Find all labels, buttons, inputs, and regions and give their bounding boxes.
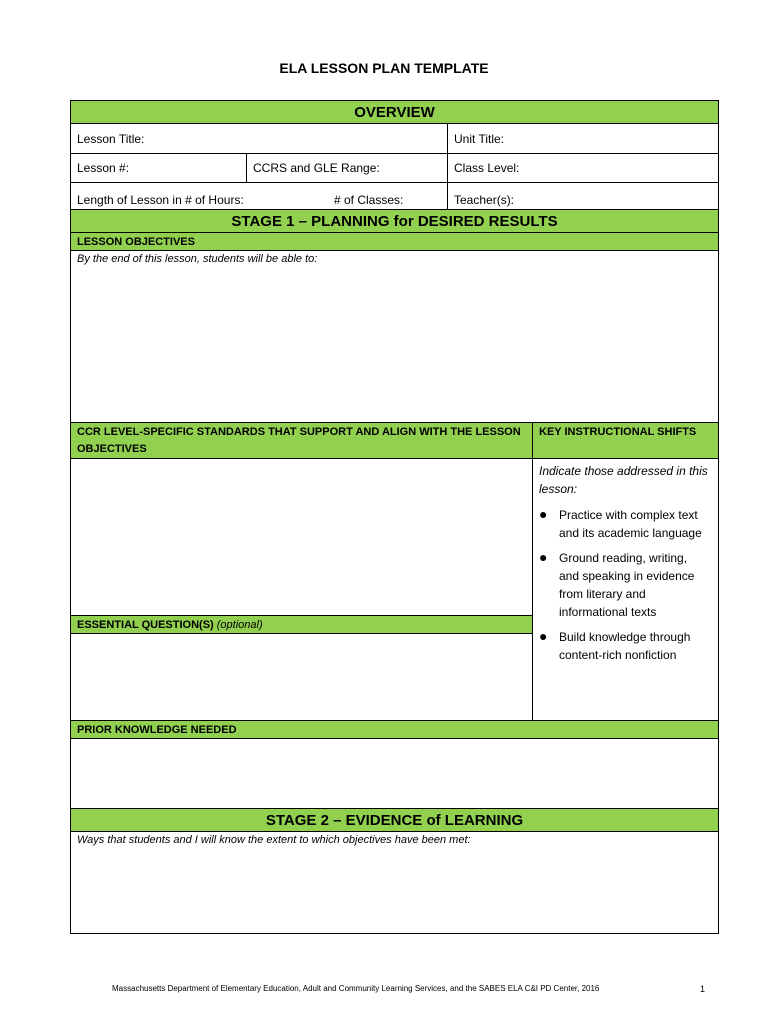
lesson-title-field[interactable]: Lesson Title: [70,123,448,154]
unit-title-field[interactable]: Unit Title: [447,123,719,154]
ccrs-gle-range-field[interactable]: CCRS and GLE Range: [246,153,448,183]
essential-questions-header [70,615,533,634]
document-title: ELA LESSON PLAN TEMPLATE [279,60,489,76]
essential-questions-label: ESSENTIAL QUESTION(S) [77,619,214,631]
key-shift-text: Practice with complex text and its academic language [559,508,702,540]
key-shift-text: Build knowledge through content-rich nonfiction [559,630,691,662]
essential-questions-optional: (optional) [216,619,263,631]
key-shift-text: Ground reading, writing, and speaking in evidence from literary and informational texts [559,551,695,619]
overview-header: OVERVIEW [70,100,719,124]
essential-questions-area[interactable] [70,633,533,721]
stage1-header: STAGE 1 – PLANNING for DESIRED RESULTS [70,209,719,233]
prior-knowledge-area[interactable] [70,738,719,809]
prior-knowledge-header: PRIOR KNOWLEDGE NEEDED [70,720,719,739]
number-of-classes-field[interactable]: # of Classes: [334,193,404,207]
lesson-number-field[interactable]: Lesson #: [70,153,247,183]
key-shift-item[interactable] [539,549,712,621]
footer-credit: Massachusetts Department of Elementary Education, Adult and Community Learning Services, and the SABES ELA C&I PD Center, 2016 [112,984,600,993]
bullet-icon: ● [539,628,548,644]
key-shifts-list [539,506,712,664]
key-shift-item[interactable] [539,506,712,542]
ccr-standards-header: CCR LEVEL-SPECIFIC STANDARDS THAT SUPPORT AND ALIGN WITH THE LESSON OBJECTIVES [70,422,533,459]
lesson-length-field[interactable]: Length of Lesson in # of Hours: [77,193,244,207]
key-shifts-header: KEY INSTRUCTIONAL SHIFTS [532,422,719,459]
teachers-field[interactable]: Teacher(s): [447,182,719,210]
key-shifts-intro: Indicate those addressed in this lesson: [539,464,708,496]
stage2-header: STAGE 2 – EVIDENCE of LEARNING [70,808,719,832]
key-shift-item[interactable] [539,628,712,664]
lesson-objectives-header: LESSON OBJECTIVES [70,232,719,251]
length-classes-row [70,182,448,210]
lesson-objectives-area[interactable]: By the end of this lesson, students will be able to: [70,250,719,423]
bullet-icon: ● [539,506,548,522]
evidence-of-learning-area[interactable]: Ways that students and I will know the extent to which objectives have been met: [70,831,719,934]
bullet-icon: ● [539,549,548,565]
key-shifts-panel [532,458,719,721]
page-number: 1 [700,984,706,994]
class-level-field[interactable]: Class Level: [447,153,719,183]
ccr-standards-area[interactable] [70,458,533,616]
